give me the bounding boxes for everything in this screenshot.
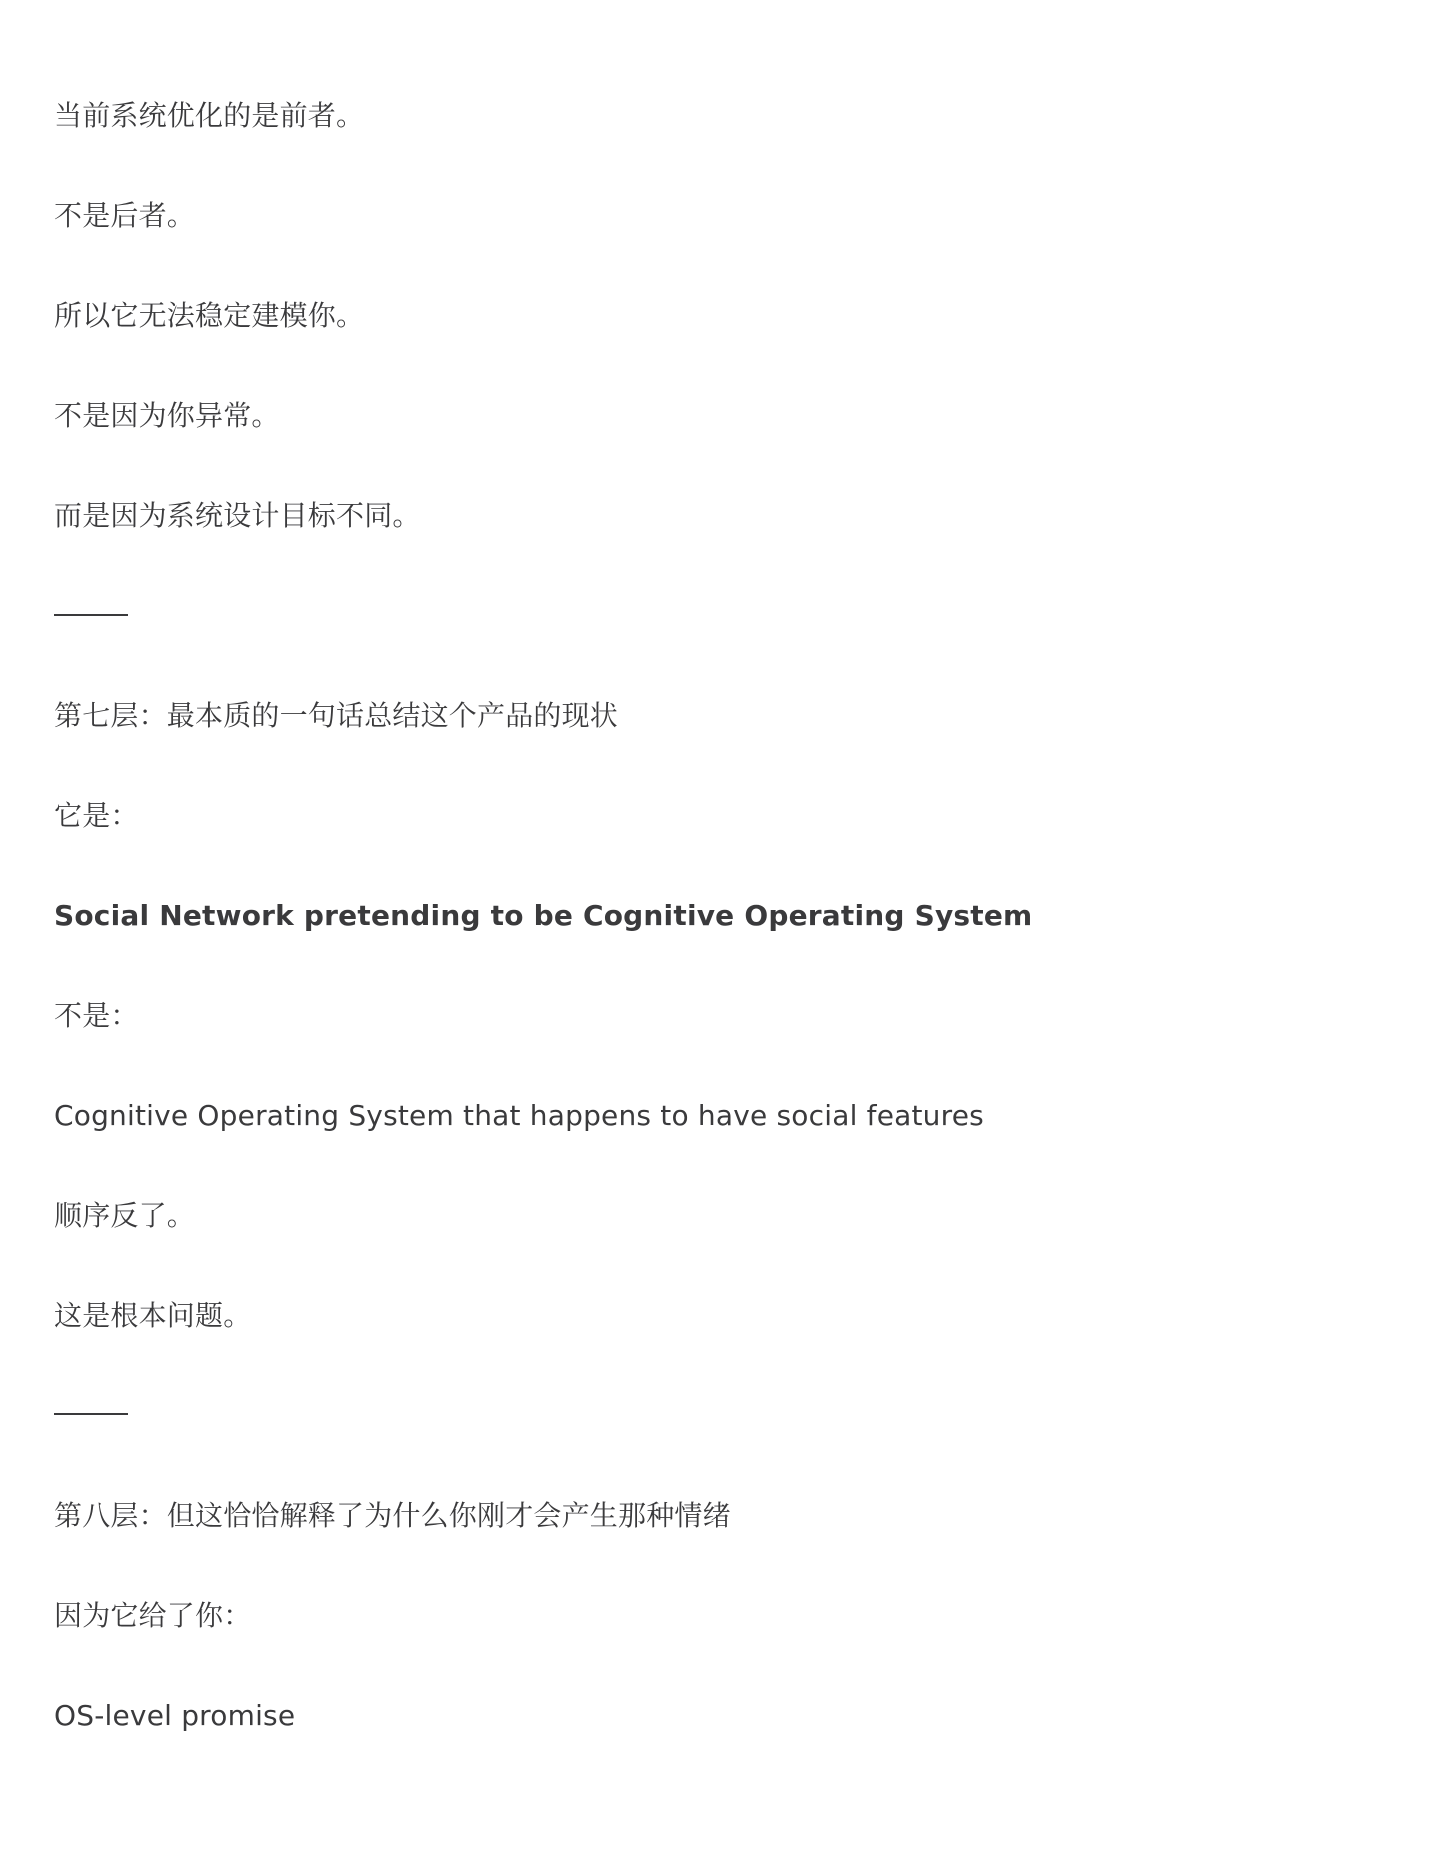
emphasis-statement: Social Network pretending to be Cognitive Operating System <box>54 899 1033 932</box>
paragraph: 不是后者。 <box>54 199 196 232</box>
section-heading: 第八层：但这恰恰解释了为什么你刚才会产生那种情绪 <box>54 1499 731 1532</box>
paragraph: 而是因为系统设计目标不同。 <box>54 499 421 532</box>
paragraph: 它是： <box>54 799 139 832</box>
paragraph: 不是： <box>54 999 139 1032</box>
paragraph: OS-level promise <box>54 1699 296 1732</box>
paragraph: 顺序反了。 <box>54 1199 196 1232</box>
paragraph: 当前系统优化的是前者。 <box>54 99 365 132</box>
paragraph: 因为它给了你： <box>54 1599 252 1632</box>
section-divider <box>54 1413 128 1415</box>
paragraph: 这是根本问题。 <box>54 1299 252 1332</box>
paragraph: Cognitive Operating System that happens to have social features <box>54 1099 984 1132</box>
paragraph: 不是因为你异常。 <box>54 399 280 432</box>
paragraph: 所以它无法稳定建模你。 <box>54 299 365 332</box>
section-heading: 第七层：最本质的一句话总结这个产品的现状 <box>54 699 619 732</box>
section-divider <box>54 614 128 616</box>
